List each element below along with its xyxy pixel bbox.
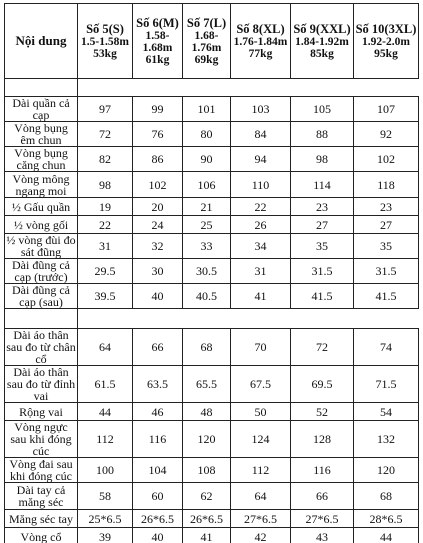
value-cell: 92 <box>354 122 419 147</box>
value-cell: 52 <box>291 403 354 421</box>
size-table <box>4 3 419 543</box>
table-row <box>5 366 419 403</box>
value-cell: 22 <box>78 216 133 234</box>
value-cell: 72 <box>78 122 133 147</box>
value-cell: 128 <box>291 421 354 458</box>
value-cell: 27*6.5 <box>291 510 354 528</box>
value-cell: 58 <box>78 483 133 510</box>
row-label: Vòng cổ <box>5 528 78 543</box>
value-cell: 41 <box>183 528 231 543</box>
value-cell: 26*6.5 <box>133 510 183 528</box>
value-cell: 21 <box>183 198 231 216</box>
value-cell: 39 <box>78 528 133 543</box>
table-row <box>5 329 419 366</box>
value-cell: 20 <box>133 198 183 216</box>
size-name: Số 6(M) <box>136 15 179 30</box>
value-cell: 105 <box>291 97 354 122</box>
table-row <box>5 510 419 528</box>
value-cell: 104 <box>133 458 183 483</box>
value-cell: 98 <box>291 147 354 172</box>
row-label: Vòng mông ngang moi <box>5 172 78 198</box>
value-cell: 27*6.5 <box>231 510 291 528</box>
value-cell: 44 <box>354 528 419 543</box>
size-weight: 69kg <box>194 53 219 66</box>
value-cell: 43 <box>291 528 354 543</box>
value-cell: 26*6.5 <box>183 510 231 528</box>
table-row <box>5 147 419 172</box>
value-cell: 50 <box>231 403 291 421</box>
value-cell: 26 <box>231 216 291 234</box>
value-cell: 65.5 <box>183 366 231 403</box>
value-cell: 25 <box>183 216 231 234</box>
table-row <box>5 259 419 284</box>
value-cell: 66 <box>133 329 183 366</box>
value-cell: 124 <box>231 421 291 458</box>
value-cell: 120 <box>183 421 231 458</box>
value-cell: 114 <box>291 172 354 198</box>
value-cell: 108 <box>183 458 231 483</box>
table-row <box>5 403 419 421</box>
size-name: Số 5(S) <box>86 21 124 36</box>
value-cell: 23 <box>291 198 354 216</box>
value-cell: 107 <box>354 97 419 122</box>
table-row <box>5 172 419 198</box>
table-row <box>5 216 419 234</box>
value-cell: 34 <box>231 234 291 259</box>
section-gap <box>5 79 419 97</box>
value-cell: 97 <box>78 97 133 122</box>
header-size-3xl <box>354 4 419 79</box>
value-cell: 67.5 <box>231 366 291 403</box>
value-cell: 42 <box>231 528 291 543</box>
value-cell: 27 <box>291 216 354 234</box>
size-height: 1.68-1.76m <box>191 29 222 54</box>
table-row <box>5 284 419 309</box>
table-row <box>5 234 419 259</box>
value-cell: 90 <box>183 147 231 172</box>
size-name: Số 9(XXL) <box>293 21 351 36</box>
value-cell: 84 <box>231 122 291 147</box>
header-size-xl <box>231 4 291 79</box>
row-label: Rộng vai <box>5 403 78 421</box>
size-height: 1.58-1.68m <box>142 29 173 54</box>
value-cell: 40 <box>133 528 183 543</box>
row-label: Dài tay cả măng séc <box>5 483 78 510</box>
row-label: Dài đũng cả cạp (trước) <box>5 259 78 284</box>
header-row <box>5 4 419 79</box>
row-label: Dài áo thân sau đo từ chân cổ <box>6 328 76 366</box>
size-height: 1.92-2.0m <box>362 35 410 48</box>
value-cell: 76 <box>133 122 183 147</box>
value-cell: 86 <box>133 147 183 172</box>
value-cell: 61.5 <box>78 366 133 403</box>
shirt-section <box>5 309 419 543</box>
value-cell: 44 <box>78 403 133 421</box>
value-cell: 30 <box>133 259 183 284</box>
value-cell: 46 <box>133 403 183 421</box>
value-cell: 31.5 <box>291 259 354 284</box>
value-cell: 35 <box>291 234 354 259</box>
value-cell: 31.5 <box>354 259 419 284</box>
value-cell: 41.5 <box>354 284 419 309</box>
value-cell: 102 <box>354 147 419 172</box>
size-name: Số 8(XL) <box>236 21 285 36</box>
value-cell: 102 <box>133 172 183 198</box>
value-cell: 40 <box>133 284 183 309</box>
header-size-m <box>133 4 183 79</box>
value-cell: 120 <box>354 458 419 483</box>
table-row <box>5 122 419 147</box>
gap-cell <box>5 309 78 329</box>
row-label: Vòng ngực sau khi đóng cúc <box>5 421 78 458</box>
table-row <box>5 483 419 510</box>
row-label: Măng séc tay <box>5 510 78 528</box>
section-gap <box>5 309 419 329</box>
row-label: ½ vòng đùi đo sát đũng <box>6 233 76 259</box>
row-label: Dài áo thân sau đo từ đỉnh vai <box>5 366 78 403</box>
row-label: ½ vòng gối <box>5 216 78 234</box>
value-cell: 60 <box>133 483 183 510</box>
value-cell: 54 <box>354 403 419 421</box>
size-weight: 85kg <box>310 47 334 60</box>
value-cell: 71.5 <box>354 366 419 403</box>
row-label: Vòng đai sau khi đóng cúc <box>5 458 78 483</box>
value-cell: 88 <box>291 122 354 147</box>
value-cell: 39.5 <box>78 284 133 309</box>
value-cell: 110 <box>231 172 291 198</box>
size-height: 1.76-1.84m <box>233 35 288 48</box>
header-label: Nội dung <box>5 4 78 79</box>
value-cell: 24 <box>133 216 183 234</box>
header-size-xxl <box>291 4 354 79</box>
value-cell: 22 <box>231 198 291 216</box>
value-cell: 63.5 <box>133 366 183 403</box>
value-cell: 32 <box>133 234 183 259</box>
size-name: Số 7(L) <box>186 15 227 30</box>
row-label: ½ Gấu quần <box>5 198 78 216</box>
header-size-l <box>183 4 231 79</box>
value-cell: 23 <box>354 198 419 216</box>
row-label: Vòng bụng căng chun <box>5 147 78 172</box>
value-cell: 31 <box>78 234 133 259</box>
row-label: Vòng bụng êm chun <box>5 122 78 147</box>
size-height: 1.5-1.58m <box>81 35 129 48</box>
gap-spacer <box>78 309 419 329</box>
size-weight: 95kg <box>374 47 398 60</box>
table-row <box>5 198 419 216</box>
value-cell: 116 <box>291 458 354 483</box>
value-cell: 29.5 <box>78 259 133 284</box>
value-cell: 35 <box>354 234 419 259</box>
value-cell: 112 <box>78 421 133 458</box>
value-cell: 132 <box>354 421 419 458</box>
value-cell: 66 <box>291 483 354 510</box>
table-row <box>5 458 419 483</box>
gap-cell <box>5 79 78 97</box>
gap-spacer <box>78 79 419 97</box>
value-cell: 100 <box>78 458 133 483</box>
value-cell: 41.5 <box>291 284 354 309</box>
value-cell: 72 <box>291 329 354 366</box>
value-cell: 68 <box>183 329 231 366</box>
value-cell: 40.5 <box>183 284 231 309</box>
size-weight: 61kg <box>145 53 170 66</box>
value-cell: 30.5 <box>183 259 231 284</box>
pants-section <box>5 79 419 309</box>
value-cell: 69.5 <box>291 366 354 403</box>
value-cell: 99 <box>133 97 183 122</box>
size-height: 1.84-1.92m <box>295 35 349 48</box>
value-cell: 94 <box>231 147 291 172</box>
value-cell: 70 <box>231 329 291 366</box>
table-row <box>5 421 419 458</box>
size-weight: 53kg <box>93 47 117 60</box>
value-cell: 62 <box>183 483 231 510</box>
row-label: Dài đũng cả cạp (sau) <box>5 284 78 309</box>
value-cell: 25*6.5 <box>78 510 133 528</box>
value-cell: 27 <box>354 216 419 234</box>
value-cell: 41 <box>231 284 291 309</box>
value-cell: 68 <box>354 483 419 510</box>
value-cell: 19 <box>78 198 133 216</box>
value-cell: 118 <box>354 172 419 198</box>
header-size-s <box>78 4 133 79</box>
value-cell: 64 <box>231 483 291 510</box>
size-weight: 77kg <box>248 47 273 60</box>
value-cell: 80 <box>183 122 231 147</box>
value-cell: 64 <box>78 329 133 366</box>
value-cell: 74 <box>354 329 419 366</box>
value-cell: 116 <box>133 421 183 458</box>
value-cell: 33 <box>183 234 231 259</box>
table-row <box>5 528 419 543</box>
value-cell: 103 <box>231 97 291 122</box>
value-cell: 98 <box>78 172 133 198</box>
value-cell: 112 <box>231 458 291 483</box>
value-cell: 31 <box>231 259 291 284</box>
value-cell: 106 <box>183 172 231 198</box>
table-row <box>5 97 419 122</box>
value-cell: 101 <box>183 97 231 122</box>
row-label: Dài quần cả cạp <box>5 97 78 122</box>
size-name: Số 10(3XL) <box>355 21 417 36</box>
value-cell: 48 <box>183 403 231 421</box>
value-cell: 28*6.5 <box>354 510 419 528</box>
value-cell: 82 <box>78 147 133 172</box>
